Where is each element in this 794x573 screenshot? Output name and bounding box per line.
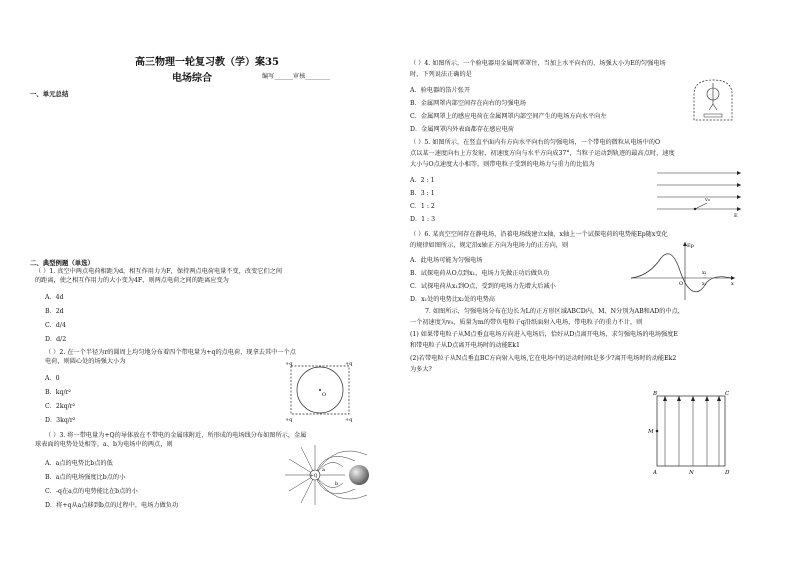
q7-part1-1: (1) 如果带电粒子从M点垂直电场方向进入电场后，恰好从D点离开电场，求匀强电场的电场强度E bbox=[410, 331, 678, 338]
q2-charge-label-1: +q bbox=[285, 361, 293, 367]
q5-stem-2: 点以某一速度向右上方发射，初速度方向与水平方向成37°，当粒子运动到轨迹的最高点时，速度 bbox=[410, 150, 675, 157]
q3-stem-2: 球表面的电势处处相等，a、b为电场中的两点，则 bbox=[35, 441, 173, 448]
q2-circle-diagram bbox=[285, 360, 357, 422]
q3-stem-1: （ ）3. 将一带电量为+Q的导体放在不带电的金属球附近，所形成的电场线分布如图所示，金属 bbox=[45, 432, 307, 439]
section-examples: 二、典型例题（单选） bbox=[30, 259, 94, 267]
document-title: 高三物理一轮复习教（学）案35 bbox=[135, 57, 279, 68]
q7-part1-2: 和带电粒子从D点离开电场时的动能Ek1 bbox=[410, 342, 520, 349]
document-subtitle: 电场综合 bbox=[172, 73, 212, 84]
q2-option-d: D．3kq/r² bbox=[45, 417, 76, 424]
q2-option-c: C．2kq/r² bbox=[45, 403, 76, 410]
q6-option-d: D．x₁处的电势比x₂处的电势高 bbox=[410, 296, 495, 303]
q2-stem-2: 电荷，则圆心处的场强大小为 bbox=[45, 358, 126, 365]
q7-point-m: M bbox=[648, 429, 654, 435]
q5-option-c: C．1 : 2 bbox=[410, 203, 435, 210]
q7-point-n: N bbox=[689, 470, 694, 476]
q4-option-d: D．金属网罩内外表面都存在感应电荷 bbox=[410, 126, 514, 133]
q5-option-d: D．1 : 3 bbox=[410, 216, 436, 223]
q5-uniform-field-diagram bbox=[655, 167, 745, 217]
q2-center-label: O bbox=[322, 392, 327, 398]
q3-metal-ball bbox=[349, 465, 369, 485]
q3-point-a: a bbox=[322, 467, 325, 473]
q5-stem-1: （ ）5. 如图所示，在竖直平面内有方向水平向右的匀强电场，一个带电的微粒从电场中的O bbox=[410, 139, 661, 146]
q7-stem-2: 一个初速度为v₀，质量为m的带负电粒子q沿纸面射入电场，带电粒子的重力不计，则 bbox=[410, 319, 643, 326]
q6-x-axis-label: x bbox=[731, 281, 734, 287]
q6-option-b: B．试探电荷从O点到x₁，电场力先做正功后做负功 bbox=[410, 270, 550, 277]
q1-option-a: A．4d bbox=[45, 294, 64, 301]
q4-option-a: A．验电器的箔片张开 bbox=[410, 87, 471, 94]
q4-option-c: C．金属网罩上的感应电荷在金属网罩内部空间产生的电场方向水平向左 bbox=[410, 113, 607, 120]
q5-field-label: E bbox=[734, 213, 738, 217]
q1-stem-1: （ ）1. 真空中两点电荷相距为d，相互作用力为F，保持两点电荷电量不变，改变它们之间 bbox=[35, 268, 283, 275]
q2-stem-1: （ ）2. 在一个半径为r的圆周上均匀地分布着四个带电量为+q的点电荷，现拿去其中一个点 bbox=[45, 349, 296, 356]
q6-x1-label: x₁ bbox=[702, 271, 707, 276]
q4-stem-1: （ ）4. 如图所示，一个验电器用金属网罩罩住，当加上水平向右的、场强大小为E的匀强电场 bbox=[410, 60, 666, 67]
q1-option-b: B．2d bbox=[45, 308, 64, 315]
q4-option-b: B．金属网罩内部空间存在向右的匀强电场 bbox=[410, 100, 526, 107]
authoring-line: 编写______审核________ bbox=[262, 73, 331, 80]
q1-option-d: D．d/2 bbox=[45, 336, 67, 343]
q6-option-a: A．此电场可能为匀强电场 bbox=[410, 257, 483, 264]
section-unit-summary: 一、单元总结 bbox=[30, 90, 69, 98]
q6-ep-label: Ep bbox=[687, 243, 694, 249]
q5-option-b: B．3 : 1 bbox=[410, 190, 435, 197]
q3-point-b: b bbox=[335, 481, 339, 487]
q2-option-a: A．0 bbox=[45, 375, 60, 382]
q3-option-d: D．将+q从a点移到b点的过程中，电场力做负功 bbox=[45, 502, 179, 509]
q3-option-b: B．a点的电场强度比b点的小 bbox=[45, 474, 126, 481]
worksheet-page bbox=[30, 45, 770, 545]
q4-electroscope-diagram bbox=[690, 78, 736, 122]
q3-option-a: A．a点的电势比b点的低 bbox=[45, 460, 113, 467]
q7-corner-c: C bbox=[725, 391, 730, 397]
q6-origin-label: O bbox=[679, 281, 684, 287]
q7-stem-1: 7. 如图所示，匀强电场分布在边长为L的正方形区域ABCD内，M、N分别为AB和AD的中点， bbox=[425, 308, 684, 315]
q7-corner-a: A bbox=[653, 470, 657, 476]
q5-stem-3: 大小与O点速度大小相等，则带电粒子受到的电场力与重力的比值为 bbox=[410, 161, 595, 168]
q1-stem-2: 的距离，使之相互作用力的大小变为4F，则两点电荷之间的距离应变为 bbox=[35, 277, 229, 284]
q7-square-field-diagram bbox=[645, 388, 737, 478]
q6-potential-energy-graph bbox=[627, 238, 739, 302]
q2-charge-label-4: +q bbox=[345, 417, 353, 422]
q5-velocity-label: v₀ bbox=[705, 197, 710, 203]
q7-corner-b: B bbox=[653, 391, 658, 397]
q3-option-c: C．-q在a点的电势能比在b点的小 bbox=[45, 488, 138, 495]
q2-charge-label-3: +q bbox=[285, 417, 293, 422]
q3-field-line-diagram bbox=[285, 445, 395, 507]
q2-charge-label-2: +q bbox=[345, 361, 353, 367]
q6-x2-label: x₂ bbox=[702, 282, 707, 287]
q3-charge-label: +Q bbox=[310, 474, 318, 479]
q7-part2-2: 为多大? bbox=[410, 366, 432, 373]
q1-option-c: C．d/4 bbox=[45, 322, 66, 329]
q6-option-c: C．试探电荷从x₁到O点，受到的电场力先增大后减小 bbox=[410, 283, 556, 290]
q6-stem-1: （ ）6. 某真空空间存在静电场，沿着电场线建立x轴，x轴上一个试探电荷的电势能Ep随x变化 bbox=[410, 231, 668, 238]
q7-part2-1: (2)若带电粒子从N点垂直BC方向射入电场,它在电场中的运动时间t是多少?离开电场时的动能Ek2 bbox=[410, 355, 677, 362]
q6-stem-2: 的规律如图所示，规定沿x轴正方向为电场力的正方向，则 bbox=[410, 242, 569, 249]
q7-corner-d: D bbox=[725, 470, 730, 476]
q4-stem-2: 时，下列说法正确的是 bbox=[410, 71, 472, 78]
q2-option-b: B．kq/r² bbox=[45, 389, 71, 396]
q5-option-a: A．2 : 1 bbox=[410, 177, 435, 184]
